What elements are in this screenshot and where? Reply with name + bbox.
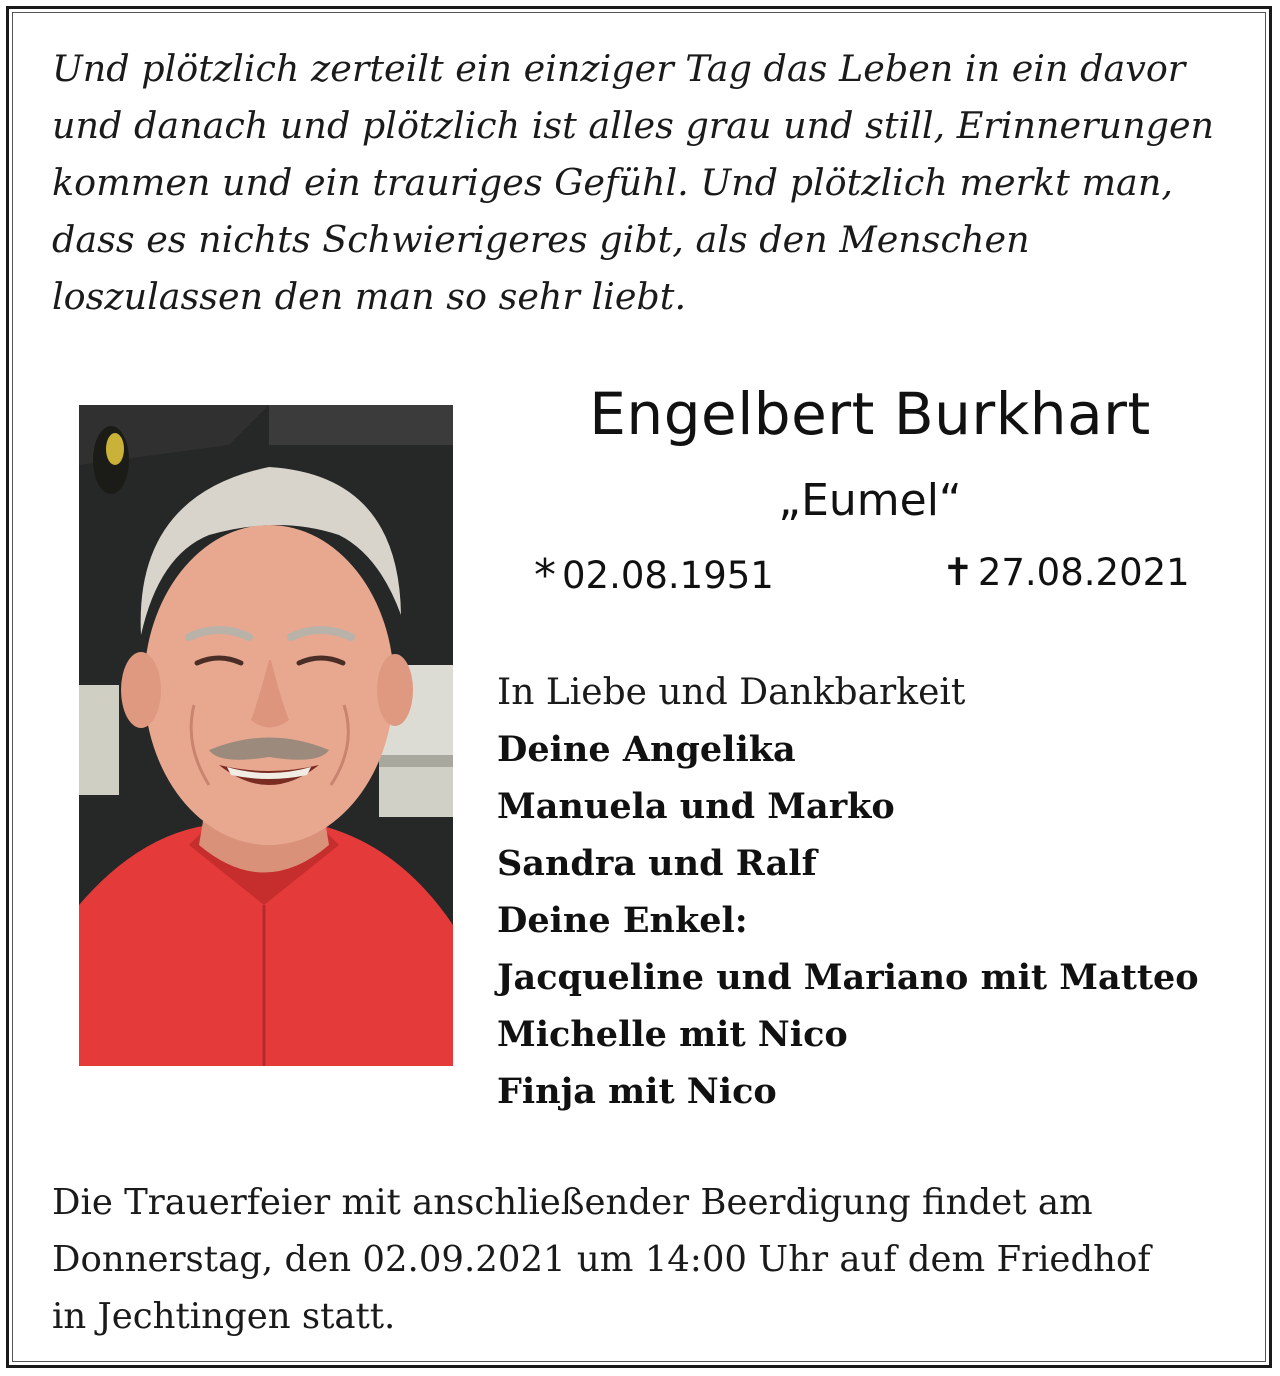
memorial-poem [52,40,1242,325]
death-date-value: 27.08.2021 [977,551,1190,594]
dedication-line: In Liebe und Dankbarkeit [497,672,966,713]
portrait-photo [79,405,453,1066]
deceased-name: Engelbert Burkhart [589,380,1151,448]
survivor-entry: Michelle mit Nico [497,1014,848,1055]
poem-line: Und plötzlich zerteilt ein einziger Tag das Leben in ein davor [52,47,1186,90]
notice-line: Die Trauerfeier mit anschließender Beerdigung findet am [52,1182,1093,1223]
cross-icon: ✝ [942,550,974,594]
poem-line: dass es nichts Schwierigeres gibt, als den Menschen [52,218,1030,261]
survivor-entry: Deine Enkel: [497,900,748,941]
survivor-entry: Sandra und Ralf [497,843,817,884]
notice-line: in Jechtingen statt. [52,1296,396,1337]
birth-date-value: 02.08.1951 [562,554,774,597]
survivor-entry: Finja mit Nico [497,1071,777,1112]
poem-line: loszulassen den man so sehr liebt. [52,275,687,318]
survivor-entry: Manuela und Marko [497,786,895,827]
poem-line: und danach und plötzlich ist alles grau und still, Erinnerungen [52,104,1215,147]
poem-line: kommen und ein trauriges Gefühl. Und plötzlich merkt man, [52,161,1173,204]
survivor-entry: Deine Angelika [497,729,796,770]
birth-date [534,550,774,601]
star-icon: * [534,550,556,601]
funeral-notice [52,1174,1242,1345]
survivors-list [497,721,1199,1120]
notice-line: Donnerstag, den 02.09.2021 um 14:00 Uhr auf dem Friedhof [52,1239,1151,1280]
death-date [942,550,1190,594]
deceased-nickname: „Eumel“ [778,475,962,526]
survivor-entry: Jacqueline und Mariano mit Matteo [497,957,1199,998]
